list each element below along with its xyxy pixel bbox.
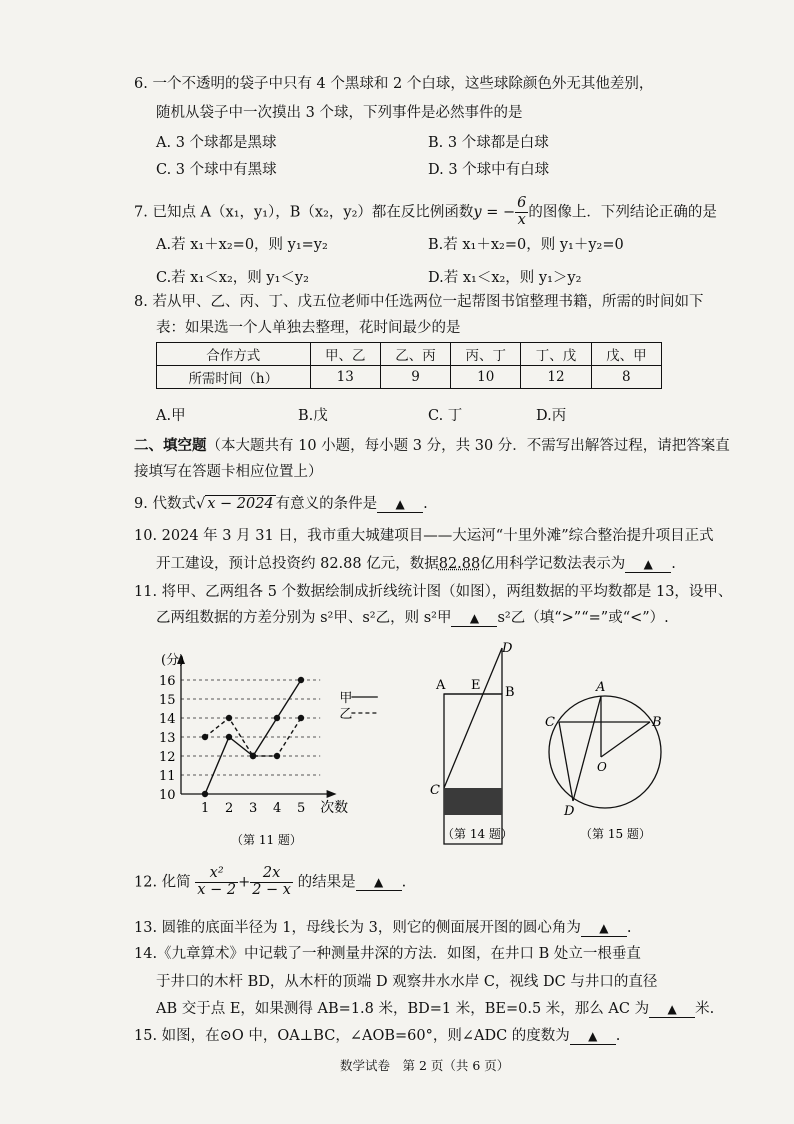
q6-stem-line1: 6. 一个不透明的袋子中只有 4 个黑球和 2 个白球，这些球除颜色外无其他差别， [134, 76, 654, 92]
q15-end: . [615, 1028, 621, 1044]
chart-point [202, 791, 208, 797]
chord-cd [559, 722, 573, 801]
q14-line3-post: 米. [695, 1001, 715, 1017]
chart-point [298, 677, 304, 683]
q10-line2-post: 亿用科学记数法表示为 [480, 556, 626, 572]
table-cell: 所需时间（h） [157, 366, 311, 389]
q12-plus: + [238, 874, 251, 891]
label-b: B [652, 715, 662, 730]
q8-option-b: B.戊 [298, 408, 328, 424]
answer-triangle-icon: ▲ [469, 611, 480, 625]
q11-line2 [156, 606, 669, 627]
page-footer: 数学试卷 第 2 页（共 6 页） [340, 1058, 510, 1073]
table-cell: 8 [591, 366, 661, 389]
table-row [157, 366, 662, 389]
q12-f1-den: x − 2 [197, 881, 237, 898]
q13 [134, 916, 631, 937]
table-cell: 12 [521, 366, 591, 389]
q10-dotted-number: 82.88 [438, 556, 481, 572]
table-header-cell: 丙、丁 [451, 343, 521, 366]
table-row [157, 343, 662, 366]
label-o: O [597, 760, 607, 774]
q12-answer-blank[interactable] [356, 874, 402, 891]
chart-legend-label: 乙 [339, 707, 353, 722]
label-b: B [505, 685, 515, 700]
chord-ad [573, 696, 601, 801]
q14-answer-blank[interactable] [649, 1001, 695, 1018]
answer-triangle-icon: ▲ [599, 921, 609, 935]
table-cell: 10 [451, 366, 521, 389]
answer-triangle-icon: ▲ [667, 1002, 677, 1016]
q12-end: . [401, 874, 407, 891]
q7-option-a: A.若 x₁＋x₂=0，则 y₁=y₂ [156, 237, 328, 253]
q8-option-a: A.甲 [156, 408, 186, 424]
answer-triangle-icon: ▲ [588, 1029, 598, 1043]
q13-answer-blank[interactable] [581, 920, 627, 937]
q6-option-c: C. 3 个球中有黑球 [156, 162, 277, 178]
chart-point [202, 734, 208, 740]
q7-stem [134, 196, 717, 229]
chart-y-axis-label: (分) [161, 653, 185, 668]
table-header-cell: 戊、甲 [591, 343, 661, 366]
chart-x-tick-label: 2 [225, 801, 234, 816]
chart-x-axis-label: 次数 [320, 800, 349, 816]
table-header-cell: 合作方式 [157, 343, 311, 366]
section2-header [134, 434, 730, 455]
q7-stem-post: 的图像上．下列结论正确的是 [528, 204, 717, 221]
circle-o [549, 696, 661, 808]
q11-line1: 11. 将甲、乙两组各 5 个数据绘制成折线统计图（如图），两组数据的平均数都是 13，设甲、 [134, 584, 733, 600]
q15 [134, 1024, 620, 1045]
q6-stem-line2: 随机从袋子中一次摸出 3 个球，下列事件是必然事件的是 [156, 105, 523, 121]
chart-point [226, 734, 232, 740]
q12-pre: 12. 化简 [134, 874, 191, 891]
q15-answer-blank[interactable] [570, 1028, 616, 1045]
q9-pre: 9. 代数式 [134, 496, 196, 512]
q7-frac-num: 6 [517, 195, 527, 211]
label-c: C [545, 715, 555, 730]
q10-line1: 10. 2024 年 3 月 31 日，我市重大城建项目——大运河“十里外滩”综合整治提升项目正式 [134, 528, 714, 544]
q7-option-c: C.若 x₁＜x₂，则 y₁＜y₂ [156, 270, 309, 286]
table-cell: 13 [310, 366, 380, 389]
q12-f2-num: 2x [250, 866, 293, 883]
q13-pre: 13. 圆锥的底面半径为 1，母线长为 3，则它的侧面展开图的圆心角为 [134, 920, 581, 936]
chart-x-axis-arrow [327, 790, 337, 798]
chart-caption: （第 11 题） [231, 833, 302, 847]
chart-point [298, 715, 304, 721]
q13-end: . [626, 920, 632, 936]
chart-x-tick-label: 4 [273, 801, 282, 816]
q7-frac-den: x [517, 211, 526, 228]
q9-end: . [423, 496, 428, 512]
fig14-caption: （第 14 题） [442, 827, 513, 841]
section2-desc-line2: 接填写在答题卡相应位置上） [134, 464, 323, 480]
q8-stem-line1: 8. 若从甲、乙、丙、丁、戊五位老师中任选两位一起帮图书馆整理书籍，所需的时间如下 [134, 294, 704, 310]
well-water [444, 788, 502, 815]
q14-line3 [156, 997, 714, 1018]
chart-point [226, 715, 232, 721]
table-header-cell: 丁、戊 [521, 343, 591, 366]
q9-radicand: x − 2024 [207, 496, 274, 512]
label-d: D [564, 804, 575, 819]
chart-x-tick-label: 3 [249, 801, 258, 816]
q10-line2 [156, 552, 676, 573]
q10-line2-pre: 开工建设，预计总投资约 82.88 亿元，数据 [156, 556, 439, 572]
table-cell: 9 [380, 366, 450, 389]
chart-y-tick-label: 13 [159, 731, 176, 746]
q12-f1-num: x² [195, 866, 238, 883]
q6-option-b: B. 3 个球都是白球 [428, 135, 549, 151]
answer-triangle-icon: ▲ [643, 557, 653, 571]
table-header-cell: 乙、丙 [380, 343, 450, 366]
q6-option-a: A. 3 个球都是黑球 [156, 135, 277, 151]
q9: 9. 代数式√ x − 2024 有意义的条件是 ▲ . [134, 496, 428, 512]
fig15-caption: （第 15 题） [580, 827, 651, 841]
label-e: E [471, 678, 481, 693]
q10-answer-blank[interactable] [625, 556, 671, 573]
q9-answer-blank[interactable] [377, 496, 423, 513]
chart-point [274, 715, 280, 721]
q11-line-chart [136, 648, 416, 853]
chart-y-tick-label: 16 [159, 674, 176, 689]
chart-y-tick-label: 11 [159, 769, 176, 784]
chart-y-tick-label: 10 [159, 788, 176, 803]
label-d: D [502, 641, 513, 656]
chart-y-tick-label: 14 [159, 712, 176, 727]
q8-option-d: D.丙 [536, 408, 567, 424]
q14-line2: 于井口的木杆 BD，从木杆的顶端 D 观察井水水岸 C，视线 DC 与井口的直径 [156, 974, 658, 990]
chart-point [250, 753, 256, 759]
q6-option-d: D. 3 个球中有白球 [428, 162, 550, 178]
radius-ob [601, 722, 650, 757]
section2-desc-line1: （本大题共有 10 小题，每小题 3 分，共 30 分．不需写出解答过程，请把答案直 [206, 438, 730, 454]
sight-line-dc [444, 648, 502, 788]
q12-post: 的结果是 [297, 874, 356, 891]
q8-stem-line2: 表：如果选一个人单独去整理，花时间最少的是 [156, 320, 461, 336]
section2-title: 二、填空题 [134, 437, 207, 454]
q11-answer-blank[interactable] [451, 610, 497, 627]
answer-triangle-icon: ▲ [395, 497, 405, 511]
chart-point [274, 753, 280, 759]
label-a: A [436, 678, 446, 693]
q15-pre: 15. 如图，在⊙O 中，OA⊥BC，∠AOB=60°，则∠ADC 的度数为 [134, 1028, 570, 1044]
q7-option-d: D.若 x₁＜x₂，则 y₁＞y₂ [428, 270, 582, 286]
q7-stem-pre: 7. 已知点 A（x₁，y₁），B（x₂，y₂）都在反比例函数 [134, 204, 474, 221]
q9-post: 有意义的条件是 [275, 496, 378, 512]
q11-line2-post: s²乙（填“>”“=”或“<”）. [497, 610, 669, 626]
label-c: C [430, 783, 440, 798]
q12 [134, 866, 406, 899]
q8-option-c: C. 丁 [428, 408, 463, 424]
chart-y-tick-label: 15 [159, 693, 176, 708]
chart-legend-label: 甲 [339, 691, 353, 706]
q10-end: . [671, 556, 676, 572]
label-a: A [596, 680, 606, 695]
q7-func-lhs: y = − [473, 204, 516, 221]
q15-circle-diagram [540, 675, 670, 853]
q14-line1: 14.《九章算术》中记载了一种测量井深的方法．如图，在井口 B 处立一根垂直 [134, 946, 641, 962]
q7-option-b: B.若 x₁＋x₂=0，则 y₁＋y₂=0 [428, 237, 624, 253]
answer-triangle-icon: ▲ [373, 875, 384, 890]
q8-time-table [156, 342, 662, 389]
chart-y-tick-label: 12 [159, 750, 176, 765]
q14-line3-pre: AB 交于点 E，如果测得 AB=1.8 米，BD=1 米，BE=0.5 米，那么 AC 为 [156, 1001, 650, 1017]
q12-fraction-1 [195, 866, 238, 899]
q11-line2-pre: 乙两组数据的方差分别为 s²甲、s²乙，则 s²甲 [156, 610, 452, 626]
q12-f2-den: 2 − x [252, 881, 291, 898]
chart-x-tick-label: 1 [201, 801, 210, 816]
chart-x-tick-label: 5 [297, 801, 306, 816]
table-header-cell: 甲、乙 [310, 343, 380, 366]
q12-fraction-2 [250, 866, 293, 899]
q14-well-diagram [424, 638, 534, 853]
q7-fraction [515, 196, 528, 229]
